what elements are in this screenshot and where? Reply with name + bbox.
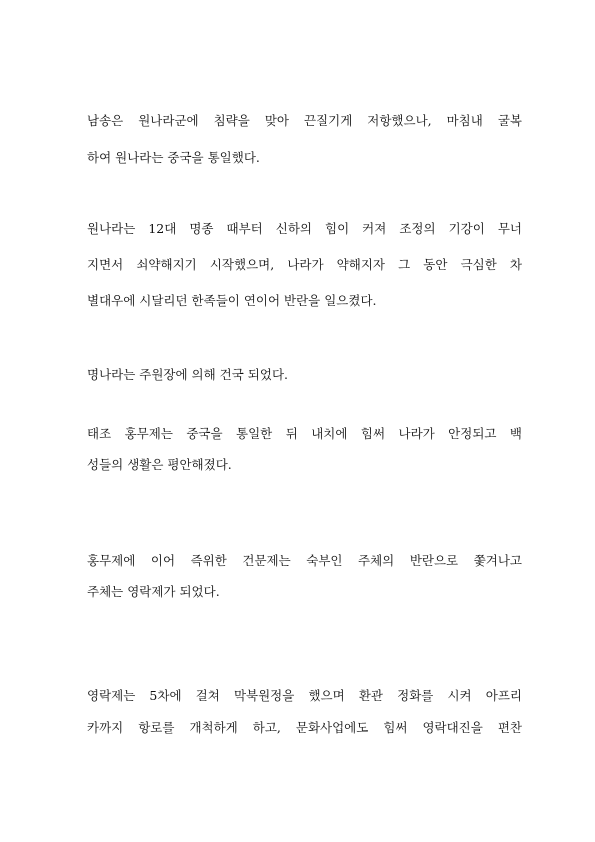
paragraph-line: 카까지 항로를 개척하게 하고, 문화사업에도 힘써 영락대진을 편찬 xyxy=(87,720,522,735)
paragraph-line: 별대우에 시달리던 한족들이 연이어 반란을 일으켰다. xyxy=(87,293,377,308)
paragraph-line: 남송은 원나라군에 침략을 맞아 끈질기게 저항했으나, 마침내 굴복 xyxy=(87,113,522,128)
paragraph-line: 성들의 생활은 평안해졌다. xyxy=(87,457,232,472)
paragraph-line: 지면서 쇠약해지기 시작했으며, 나라가 약해지자 그 동안 극심한 차 xyxy=(87,257,522,272)
paragraph-line: 명나라는 주원장에 의해 건국 되었다. xyxy=(87,367,288,382)
paragraph-line: 원나라는 12대 명종 때부터 신하의 힘이 커져 조정의 기강이 무너 xyxy=(87,221,522,236)
paragraph-line: 주체는 영락제가 되었다. xyxy=(87,584,220,599)
paragraph-line: 홍무제에 이어 즉위한 건문제는 숙부인 주체의 반란으로 쫓겨나고 xyxy=(87,553,522,568)
paragraph-line: 태조 홍무제는 중국을 통일한 뒤 내치에 힘써 나라가 안정되고 백 xyxy=(87,426,522,441)
paragraph-line: 영락제는 5차에 걸쳐 막북원정을 했으며 환관 정화를 시켜 아프리 xyxy=(87,688,522,703)
paragraph-line: 하여 원나라는 중국을 통일했다. xyxy=(87,150,260,165)
